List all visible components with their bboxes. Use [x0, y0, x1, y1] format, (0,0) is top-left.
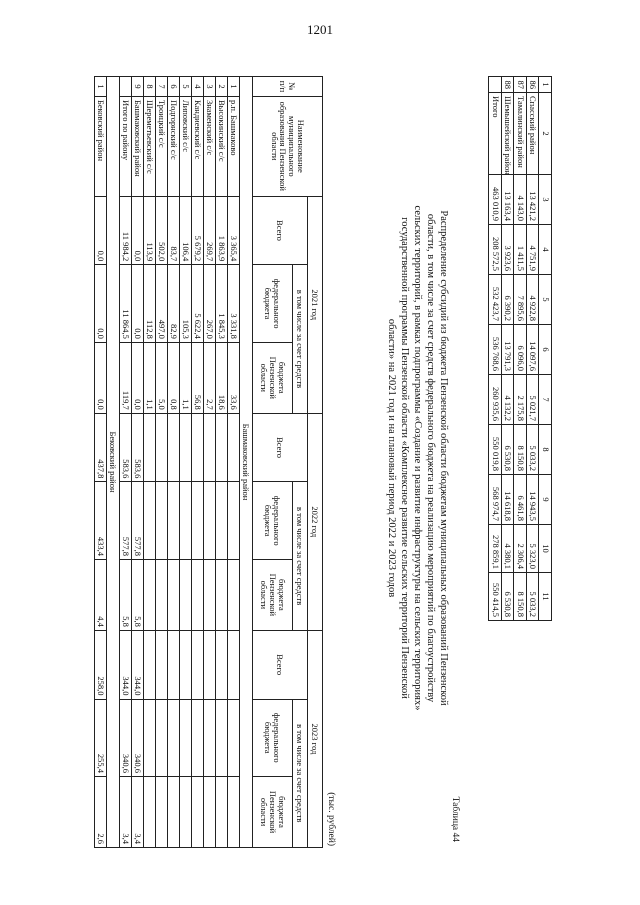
table-row	[489, 77, 502, 621]
title-line: Распределение субсидий из бюджета Пензенской области бюджетам муниципальных образований Пензенской	[438, 210, 449, 706]
table-cell: 4 922,8	[527, 275, 540, 325]
table-cell: 208 572,5	[489, 225, 502, 275]
table-cell: 4	[192, 77, 204, 97]
table-cell	[168, 413, 180, 482]
table-cell	[204, 630, 216, 699]
table-cell: 6 096,0	[514, 325, 527, 375]
header-cell: 7	[539, 375, 552, 425]
table-cell: 502,0	[156, 196, 168, 265]
table-cell: 340,6	[132, 699, 144, 777]
table-cell	[228, 699, 240, 777]
table-cell	[192, 413, 204, 482]
table-cell: 2 306,4	[514, 525, 527, 573]
table-cell	[180, 630, 192, 699]
table-cell: 6	[168, 77, 180, 97]
table-cell: 583,6	[132, 413, 144, 482]
table-cell: 583,6	[120, 413, 132, 482]
table-cell	[228, 630, 240, 699]
table-row	[132, 77, 144, 848]
table-cell: 5 622,4	[192, 265, 204, 343]
header-cell: 9	[539, 475, 552, 525]
table-cell: Шереметьевский с/с	[144, 96, 156, 196]
title-line: области, в том числе за счет средств федерального бюджета на реализацию мероприятий по благоустройству	[425, 213, 437, 703]
table-cell	[204, 413, 216, 482]
table-cell	[156, 777, 168, 848]
table-cell: 1 863,9	[216, 196, 228, 265]
table-cell: 14 097,6	[527, 325, 540, 375]
num-header: № п/п	[253, 77, 323, 97]
table-cell: 5 033,2	[527, 573, 540, 621]
table-cell: 2	[216, 77, 228, 97]
year-2021-header: 2021 год	[308, 196, 323, 413]
table-cell: 2,6	[95, 777, 107, 848]
table-cell	[120, 77, 132, 97]
title-line: области» на 2021 год и на плановый период 2022 и 2023 годов	[386, 318, 398, 598]
table-cell: Кандиевский с/с	[192, 96, 204, 196]
section-title: Бековский район	[107, 77, 120, 848]
header-cell: 4	[539, 225, 552, 275]
table-cell: 5 323,0	[527, 525, 540, 573]
table-cell: 82,9	[168, 265, 180, 343]
table-cell	[144, 482, 156, 560]
table-cell	[489, 77, 502, 93]
header-cell: 11	[539, 573, 552, 621]
table-row	[95, 77, 107, 848]
subsidies-table-header	[253, 77, 323, 848]
section-title: Башмаковский район	[240, 77, 253, 848]
table-cell: 4 751,9	[527, 225, 540, 275]
table-cell: 5,0	[156, 342, 168, 413]
federal-header: федерального бюджета	[253, 699, 293, 777]
table-cell	[168, 559, 180, 630]
table-cell	[180, 482, 192, 560]
table-cell	[228, 413, 240, 482]
incl-header: в том числе за счет средств	[293, 265, 308, 413]
section-row	[107, 77, 120, 848]
table-row	[216, 77, 228, 848]
table-cell: 550 019,8	[489, 425, 502, 475]
table-cell: 3 365,4	[228, 196, 240, 265]
table-cell: 4,4	[95, 559, 107, 630]
table-cell: 0,0	[95, 196, 107, 265]
table-cell	[204, 699, 216, 777]
table-cell: 577,8	[132, 482, 144, 560]
table-row	[180, 77, 192, 848]
incl-header: в том числе за счет средств	[293, 482, 308, 630]
page-number: 1201	[307, 22, 333, 37]
table-cell: Шемышейский район	[502, 93, 515, 175]
table-cell: 5,8	[120, 559, 132, 630]
table-cell: Тамалинский район	[514, 93, 527, 175]
table-cell: 1 411,5	[514, 225, 527, 275]
table-cell	[228, 482, 240, 560]
table-cell: 4 380,1	[502, 525, 515, 573]
table-cell	[216, 413, 228, 482]
subsidies-table-body	[95, 77, 253, 848]
table-cell: 437,8	[95, 413, 107, 482]
table-cell: 7	[156, 77, 168, 97]
table-cell	[192, 630, 204, 699]
table-cell: 4 132,2	[502, 375, 515, 425]
table-cell: 11 984,2	[120, 196, 132, 265]
table-cell: 113,9	[144, 196, 156, 265]
table-cell	[192, 699, 204, 777]
table-cell: 255,4	[95, 699, 107, 777]
table-cell: 14 943,5	[527, 475, 540, 525]
total-header: Всего	[253, 630, 308, 699]
table-cell: 278 859,1	[489, 525, 502, 573]
table-cell	[192, 559, 204, 630]
table-cell: Бековский район	[95, 96, 107, 196]
table-row	[228, 77, 240, 848]
table-cell: 13 163,4	[502, 175, 515, 225]
table-cell: 56,8	[192, 342, 204, 413]
name-header: Наименование муниципального образования Пензенской области	[253, 96, 323, 196]
table-cell: 5	[180, 77, 192, 97]
incl-header: в том числе за счет средств	[293, 699, 308, 847]
table-label: Таблица 44	[450, 796, 460, 842]
table-cell	[180, 413, 192, 482]
table-cell: 86	[527, 77, 540, 93]
table-cell	[156, 482, 168, 560]
header-cell: 5	[539, 275, 552, 325]
year-2023-header: 2023 год	[308, 630, 323, 847]
table-cell	[144, 413, 156, 482]
table-cell	[168, 630, 180, 699]
table-cell: 344,0	[120, 630, 132, 699]
table-cell: 577,8	[120, 482, 132, 560]
table-cell	[156, 630, 168, 699]
table-row	[192, 77, 204, 848]
subsidies-table	[94, 76, 323, 848]
table-cell	[180, 699, 192, 777]
table-cell: 5 021,7	[527, 375, 540, 425]
table-cell: 463 010,9	[489, 175, 502, 225]
table-cell: 1,1	[144, 342, 156, 413]
table-cell	[216, 482, 228, 560]
table-cell: 18,6	[216, 342, 228, 413]
table-cell	[180, 559, 192, 630]
table-cell: 112,8	[144, 265, 156, 343]
table-cell: 532 423,7	[489, 275, 502, 325]
header-cell: 3	[539, 175, 552, 225]
federal-header: федерального бюджета	[253, 265, 293, 343]
table-cell: 7 895,6	[514, 275, 527, 325]
table-cell	[168, 777, 180, 848]
table-cell: 267,0	[204, 265, 216, 343]
table-cell: Спасский район	[527, 93, 540, 175]
table-cell: 88	[502, 77, 515, 93]
table-cell: Башмаковский район	[132, 96, 144, 196]
table-cell: 13 421,2	[527, 175, 540, 225]
table-cell: 3 331,8	[228, 265, 240, 343]
table-cell: 106,4	[180, 196, 192, 265]
year-2022-header: 2022 год	[308, 413, 323, 630]
table-cell: 11 864,5	[120, 265, 132, 343]
table-cell	[156, 413, 168, 482]
table-cell: 8	[144, 77, 156, 97]
header-cell: 10	[539, 525, 552, 573]
table-cell: Троицкий с/с	[156, 96, 168, 196]
table-cell: Липовский с/с	[180, 96, 192, 196]
table-cell: 6 390,2	[502, 275, 515, 325]
regional-header: бюджета Пензенской области	[253, 559, 293, 630]
table-row	[527, 77, 540, 621]
federal-header: федерального бюджета	[253, 482, 293, 560]
table-row	[156, 77, 168, 848]
title-line: государственной программы Пензенской области «Комплексное развитие сельских территорий Пензенской	[399, 217, 411, 699]
table-cell: 0,0	[132, 342, 144, 413]
table-cell	[192, 482, 204, 560]
rotated-page-content	[52, 70, 552, 850]
total-header: Всего	[253, 196, 308, 265]
table-cell	[180, 777, 192, 848]
table-cell: 497,0	[156, 265, 168, 343]
table-cell: 258,0	[95, 630, 107, 699]
table-cell: 1 845,3	[216, 265, 228, 343]
table-cell: 344,0	[132, 630, 144, 699]
table-cell: 3,4	[120, 777, 132, 848]
header-cell: 6	[539, 325, 552, 375]
table-cell: 2,7	[204, 342, 216, 413]
continuation-table-header	[539, 77, 552, 621]
table-cell	[144, 630, 156, 699]
table-row	[120, 77, 132, 848]
table-cell: 433,4	[95, 482, 107, 560]
section-row	[240, 77, 253, 848]
table-row	[502, 77, 515, 621]
table-cell: 5,8	[132, 559, 144, 630]
table-cell: 1	[228, 77, 240, 97]
table-cell: 87	[514, 77, 527, 93]
table-cell	[216, 777, 228, 848]
continuation-table-body	[489, 77, 539, 621]
table-cell: 6 461,8	[514, 475, 527, 525]
table-cell: 13 791,3	[502, 325, 515, 375]
table-cell	[168, 482, 180, 560]
table-cell: р.п. Башмаково	[228, 96, 240, 196]
table-row	[144, 77, 156, 848]
header-cell: 1	[539, 77, 552, 93]
table-row	[204, 77, 216, 848]
table-cell: 3 923,6	[502, 225, 515, 275]
table-cell: Итого	[489, 93, 502, 175]
table-cell: 9	[132, 77, 144, 97]
table-cell: 8 150,8	[514, 573, 527, 621]
table-cell: Подгорнский с/с	[168, 96, 180, 196]
regional-header: бюджета Пензенской области	[253, 342, 293, 413]
table-cell	[228, 777, 240, 848]
table-cell	[204, 559, 216, 630]
table-cell: 0,0	[132, 196, 144, 265]
table-cell	[228, 559, 240, 630]
table-cell: 3,4	[132, 777, 144, 848]
title-line: сельских территорий, в рамках подпрограммы «Создание и развитие инфраструктуры на сельских территориях»	[412, 205, 424, 711]
table-cell: 0,0	[132, 265, 144, 343]
regional-header: бюджета Пензенской области	[253, 777, 293, 848]
table-cell: 0,0	[95, 342, 107, 413]
table-cell: 4 143,0	[514, 175, 527, 225]
table-cell	[216, 699, 228, 777]
table-cell: 119,7	[120, 342, 132, 413]
table-cell: 536 768,6	[489, 325, 502, 375]
table-cell: 340,6	[120, 699, 132, 777]
total-header: Всего	[253, 413, 308, 482]
table-cell: Знаменский с/с	[204, 96, 216, 196]
table-cell: Итого по району	[120, 96, 132, 196]
table-cell: 3	[204, 77, 216, 97]
table-cell	[204, 482, 216, 560]
continuation-table	[489, 76, 553, 621]
table-cell	[144, 777, 156, 848]
table-row	[168, 77, 180, 848]
table-cell	[144, 559, 156, 630]
table-cell	[204, 777, 216, 848]
table-cell: 568 974,7	[489, 475, 502, 525]
table-cell: 6 530,8	[502, 573, 515, 621]
table-cell: 1,1	[180, 342, 192, 413]
units-label: (тыс. рублей)	[326, 792, 336, 846]
table-cell: 0,8	[168, 342, 180, 413]
document-title	[384, 88, 449, 828]
table-cell: 260 935,6	[489, 375, 502, 425]
table-cell: 269,7	[204, 196, 216, 265]
header-cell: 2	[539, 93, 552, 175]
table-cell	[192, 777, 204, 848]
table-cell: 0,0	[95, 265, 107, 343]
table-cell	[216, 630, 228, 699]
table-cell: 33,6	[228, 342, 240, 413]
table-cell: 83,7	[168, 196, 180, 265]
table-cell: 5 679,2	[192, 196, 204, 265]
table-cell	[144, 699, 156, 777]
table-cell: 6 530,8	[502, 425, 515, 475]
table-cell: 105,3	[180, 265, 192, 343]
header-cell: 8	[539, 425, 552, 475]
table-cell	[156, 559, 168, 630]
table-cell	[216, 559, 228, 630]
table-cell	[156, 699, 168, 777]
table-cell: 1	[95, 77, 107, 97]
table-cell: 550 414,5	[489, 573, 502, 621]
table-cell: 2 175,8	[514, 375, 527, 425]
table-cell: 8 150,8	[514, 425, 527, 475]
table-row	[514, 77, 527, 621]
table-cell: 14 618,8	[502, 475, 515, 525]
table-cell	[168, 699, 180, 777]
table-cell: Высокинский с/с	[216, 96, 228, 196]
table-cell: 5 033,2	[527, 425, 540, 475]
